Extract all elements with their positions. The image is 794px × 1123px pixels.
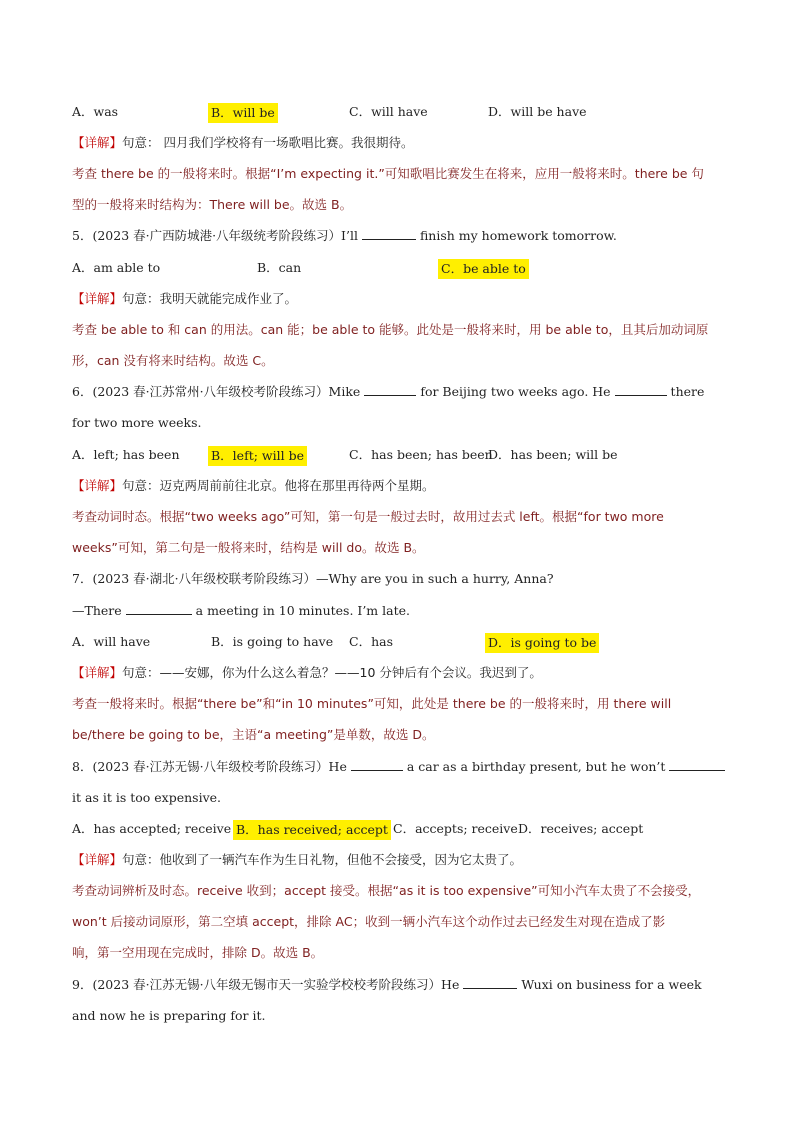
q8-stem-part-2: a car as a birthday present, but he won’t <box>406 759 666 774</box>
q6-stem-part-3: there <box>670 384 705 399</box>
detail-tag: 【详解】 <box>72 665 123 680</box>
q8-blank-1 <box>351 758 403 771</box>
detail-tag: 【详解】 <box>72 135 123 150</box>
q9-stem-part-2: Wuxi on business for a week <box>521 977 702 992</box>
q5-stem <box>72 227 617 245</box>
meaning-text: 句意：他收到了一辆汽车作为生日礼物，但他不会接受，因为它太贵了。 <box>122 852 523 867</box>
q6-stem-part-1: 6．(2023 春·江苏常州·八年级校考阶段练习）Mike <box>72 384 361 399</box>
q4-meaning <box>72 134 414 152</box>
q4-option-a: A．was <box>72 104 119 119</box>
q8-stem-part-1: 8．(2023 春·江苏无锡·八年级校考阶段练习）He <box>72 759 347 774</box>
q5-option-c-answer: C．be able to <box>438 259 529 279</box>
q4-option-c: C．will have <box>349 104 428 119</box>
q7-option-d-answer: D．is going to be <box>485 633 599 653</box>
q9-blank <box>463 976 517 989</box>
q5-blank <box>362 227 416 240</box>
detail-tag: 【详解】 <box>72 291 123 306</box>
meaning-text: 句意： 四月我们学校将有一场歌唱比赛。我很期待。 <box>122 135 414 150</box>
q5-stem-part-2: finish my homework tomorrow. <box>419 228 617 243</box>
q8-explanation-line-3: 响，第一空用现在完成时，排除 D。故选 B。 <box>72 945 324 960</box>
q4-option-b-answer: B．will be <box>208 103 278 123</box>
q6-meaning <box>72 477 435 495</box>
q7-blank <box>126 602 192 615</box>
q5-option-a: A．am able to <box>72 260 161 275</box>
q8-explanation-line-1: 考查动词辨析及时态。receive 收到；accept 接受。根据“as it is too expensive”可知小汽车太贵了不会接受， <box>72 883 701 898</box>
meaning-text: 句意：迈克两周前前往北京。他将在那里再待两个星期。 <box>122 478 435 493</box>
q8-option-d: D．receives; accept <box>518 821 644 836</box>
q8-stem <box>72 758 725 776</box>
q9-stem <box>72 976 702 994</box>
q5-explanation-line-1: 考查 be able to 和 can 的用法。can 能；be able to 能够。此处是一般将来时，用 be able to，且其后加动词原 <box>72 322 709 337</box>
q7-option-b: B．is going to have <box>211 634 334 649</box>
q6-option-c: C．has been; has been <box>349 447 493 462</box>
q6-option-d: D．has been; will be <box>488 447 618 462</box>
q5-meaning <box>72 290 297 308</box>
q9-stem-line-2: and now he is preparing for it. <box>72 1008 266 1023</box>
q5-option-b: B．can <box>257 260 302 275</box>
q8-option-a: A．has accepted; receive <box>72 821 232 836</box>
q4-explanation-line-2: 型的一般将来时结构为：There will be。故选 B。 <box>72 197 353 212</box>
q6-explanation-line-1: 考查动词时态。根据“two weeks ago”可知，第一句是一般过去时，故用过去式 left。根据“for two more <box>72 509 664 524</box>
q7-meaning <box>72 664 542 682</box>
q7-stem-part-1: —There <box>72 603 122 618</box>
q7-option-c: C．has <box>349 634 393 649</box>
q6-option-a: A．left; has been <box>72 447 180 462</box>
meaning-text: 句意：我明天就能完成作业了。 <box>122 291 298 306</box>
q7-stem-line-2 <box>72 602 410 620</box>
q6-explanation-line-2: weeks”可知，第二句是一般将来时，结构是 will do。故选 B。 <box>72 540 425 555</box>
q7-option-a: A．will have <box>72 634 151 649</box>
q6-blank-2 <box>615 383 667 396</box>
q6-blank-1 <box>364 383 416 396</box>
detail-tag: 【详解】 <box>72 852 123 867</box>
q8-blank-2 <box>669 758 725 771</box>
q8-explanation-line-2: won’t 后接动词原形，第二空填 accept，排除 AC；收到一辆小汽车这个动作过去已经发生对现在造成了影 <box>72 914 666 929</box>
q7-stem-part-2: a meeting in 10 minutes. I’m late. <box>195 603 410 618</box>
q5-explanation-line-2: 形，can 没有将来时结构。故选 C。 <box>72 353 274 368</box>
q8-meaning <box>72 851 522 869</box>
q8-stem-line-2: it as it is too expensive. <box>72 790 222 805</box>
q6-option-b-answer: B．left; will be <box>208 446 307 466</box>
q6-stem-part-2: for Beijing two weeks ago. He <box>420 384 611 399</box>
q6-stem-line-2: for two more weeks. <box>72 415 202 430</box>
q4-option-d: D．will be have <box>488 104 587 119</box>
q7-explanation-line-2: be/there be going to be，主语“a meeting”是单数，故选 D。 <box>72 727 435 742</box>
q8-option-b-answer: B．has received; accept <box>233 820 391 840</box>
q4-explanation-line-1: 考查 there be 的一般将来时。根据“I’m expecting it.”可知歌唱比赛发生在将来，应用一般将来时。there be 句 <box>72 166 704 181</box>
q6-stem <box>72 383 704 401</box>
q5-stem-part-1: 5．(2023 春·广西防城港·八年级统考阶段练习）I’ll <box>72 228 358 243</box>
meaning-text: 句意：——安娜，你为什么这么着急？——10 分钟后有个会议。我迟到了。 <box>122 665 542 680</box>
q8-option-c: C．accepts; receive <box>393 821 518 836</box>
q7-stem-line-1: 7．(2023 春·湖北·八年级校联考阶段练习）—Why are you in such a hurry, Anna? <box>72 571 554 586</box>
detail-tag: 【详解】 <box>72 478 123 493</box>
q7-explanation-line-1: 考查一般将来时。根据“there be”和“in 10 minutes”可知，此处是 there be 的一般将来时，用 there will <box>72 696 672 711</box>
q9-stem-part-1: 9．(2023 春·江苏无锡·八年级无锡市天一实验学校校考阶段练习）He <box>72 977 460 992</box>
